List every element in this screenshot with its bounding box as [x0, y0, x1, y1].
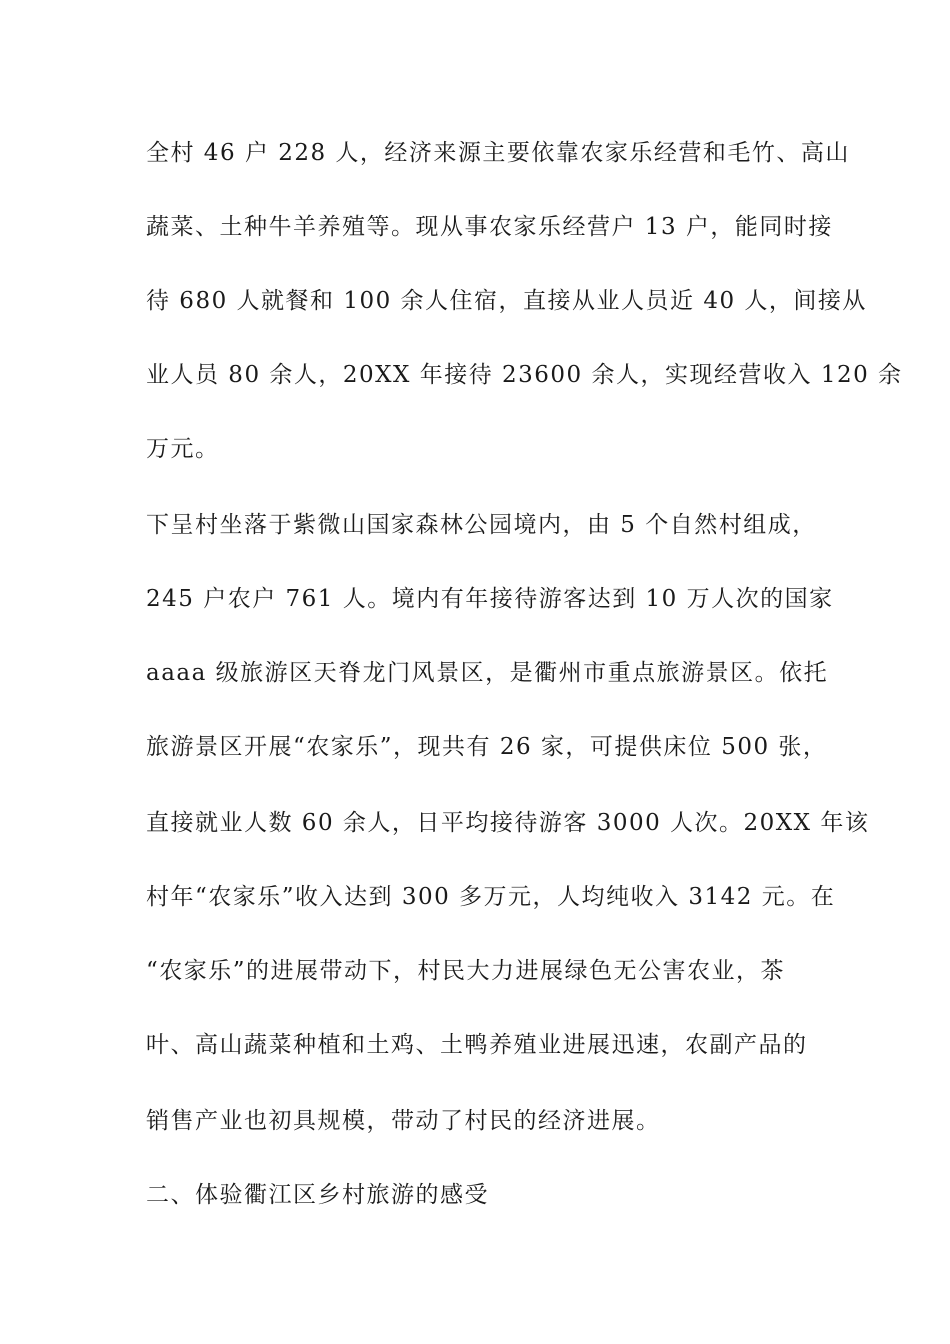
paragraph-line: 村年“农家乐”收入达到 300 多万元，人均纯收入 3142 元。在 [146, 884, 836, 910]
paragraph-line: 业人员 80 余人，20XX 年接待 23600 余人，实现经营收入 120 余 [146, 362, 903, 388]
paragraph-line: 下呈村坐落于紫微山国家森林公园境内，由 5 个自然村组成， [146, 512, 817, 538]
section-heading: 二、体验衢江区乡村旅游的感受 [146, 1182, 489, 1208]
paragraph-line: 销售产业也初具规模，带动了村民的经济进展。 [146, 1108, 661, 1134]
paragraph-line: 245 户农户 761 人。境内有年接待游客达到 10 万人次的国家 [146, 586, 834, 612]
paragraph-line: 叶、高山蔬菜种植和土鸡、土鸭养殖业进展迅速，农副产品的 [146, 1032, 808, 1058]
paragraph-line: 待 680 人就餐和 100 余人住宿，直接从业人员近 40 人，间接从 [146, 288, 867, 314]
paragraph-line: aaaa 级旅游区天脊龙门风景区，是衢州市重点旅游景区。依托 [146, 660, 829, 686]
paragraph-line: 旅游景区开展“农家乐”，现共有 26 家，可提供床位 500 张， [146, 734, 828, 760]
paragraph-line: “农家乐”的进展带动下，村民大力进展绿色无公害农业，茶 [146, 958, 786, 984]
paragraph-line: 万元。 [146, 436, 220, 462]
paragraph-line: 蔬菜、土种牛羊养殖等。现从事农家乐经营户 13 户，能同时接 [146, 214, 833, 240]
paragraph-line: 直接就业人数 60 余人，日平均接待游客 3000 人次。20XX 年该 [146, 810, 870, 836]
paragraph-line: 全村 46 户 228 人，经济来源主要依靠农家乐经营和毛竹、高山 [146, 140, 850, 166]
